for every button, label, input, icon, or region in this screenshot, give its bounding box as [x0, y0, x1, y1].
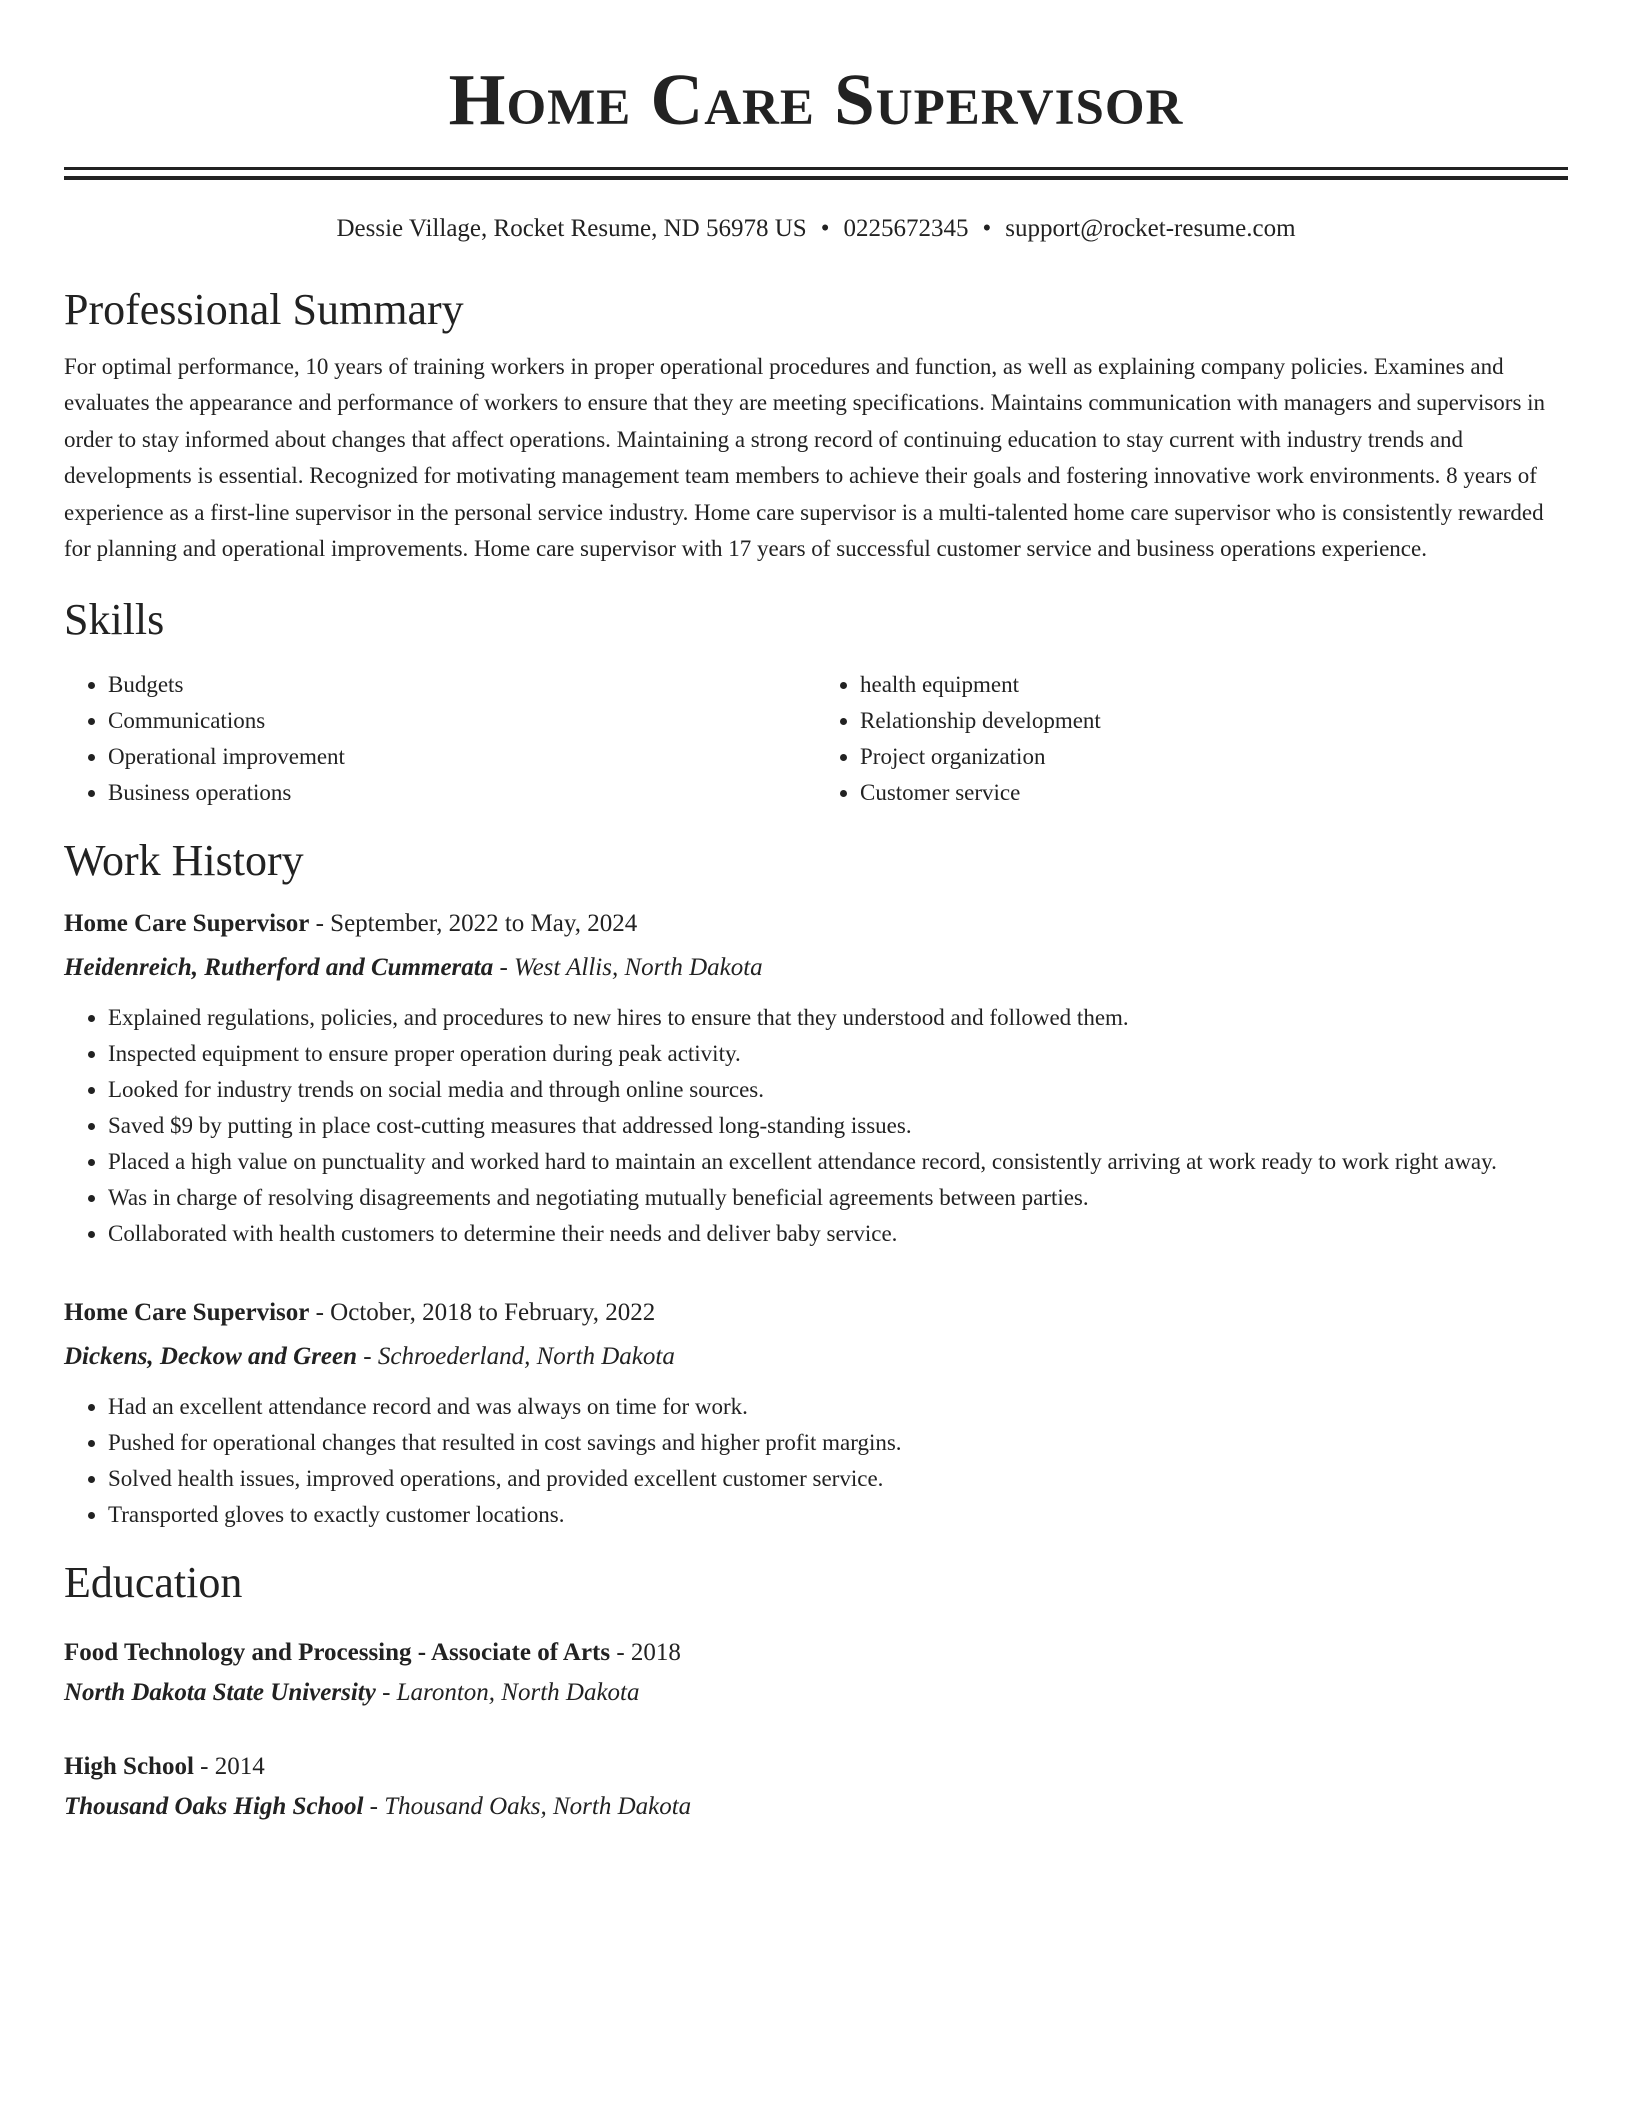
job-title: Home Care Supervisor — [64, 910, 310, 938]
job-entry — [64, 909, 1568, 1252]
job-bullet: • Placed a high value on punctuality and worked hard to maintain an excellent attendance record, consistently arriving at work ready to work right away. — [108, 1144, 1568, 1180]
job-bullet: • Collaborated with health customers to determine their needs and deliver baby service. — [108, 1216, 1568, 1252]
skill-item: • Communications — [108, 703, 816, 739]
skills-list — [64, 667, 1568, 811]
summary-text: For optimal performance, 10 years of training workers in proper operational procedures and function, as well as explaining company policies. Examines and evaluates the appearance and performance of workers to ensure that they are meeting specifications. Maintains communication with managers and supervisors in order to stay informed about changes that affect operations. Maintaining a strong record of continuing education to stay current with industry trends and developments is essential. Recognized for motivating management team members to achieve their goals and fostering innovative work environments. 8 years of experience as a first-line supervisor in the personal service industry. Home care supervisor is a multi-talented home care supervisor who is consistently rewarded for planning and operational improvements. Home care supervisor with 17 years of successful customer service and business operations experience. — [64, 353, 1546, 562]
education-degree-line — [64, 1638, 1568, 1668]
skills-heading: Skills — [64, 594, 165, 644]
skill-item: • Customer service — [860, 775, 1568, 811]
skill-item: • Business operations — [108, 775, 816, 811]
job-bullet: • Transported gloves to exactly customer locations. — [108, 1497, 1568, 1533]
job-location: - West Allis, North Dakota — [493, 954, 763, 982]
education-year: - 2018 — [610, 1639, 681, 1667]
job-bullet: • Was in charge of resolving disagreements and negotiating mutually beneficial agreements between parties. — [108, 1180, 1568, 1216]
job-entry — [64, 1298, 1568, 1533]
contact-separator: • — [982, 215, 992, 242]
job-title-line — [64, 909, 1568, 939]
job-bullet: • Pushed for operational changes that resulted in cost savings and higher profit margins. — [108, 1425, 1568, 1461]
education-school: Thousand Oaks High School — [64, 1793, 364, 1821]
education-degree: Food Technology and Processing - Associate of Arts — [64, 1639, 611, 1667]
job-dates: - September, 2022 to May, 2024 — [309, 910, 638, 938]
job-bullet: • Inspected equipment to ensure proper operation during peak activity. — [108, 1036, 1568, 1072]
job-title: Home Care Supervisor — [64, 1299, 310, 1327]
education-degree-line — [64, 1752, 1568, 1782]
education-degree: High School — [64, 1753, 194, 1781]
education-school: North Dakota State University — [64, 1679, 376, 1707]
job-company: Dickens, Deckow and Green — [64, 1343, 358, 1371]
skill-item: • Project organization — [860, 739, 1568, 775]
job-company-line — [64, 953, 1568, 983]
job-bullet: • Saved $9 by putting in place cost-cutting measures that addressed long-standing issues. — [108, 1108, 1568, 1144]
education-year: - 2014 — [193, 1753, 265, 1781]
skill-item: • health equipment — [860, 667, 1568, 703]
contact-address: Dessie Village, Rocket Resume, ND 56978 US — [336, 215, 807, 242]
job-dates: - October, 2018 to February, 2022 — [309, 1299, 656, 1327]
job-bullet: • Explained regulations, policies, and procedures to new hires to ensure that they understood and followed them. — [108, 1000, 1568, 1036]
job-company-line — [64, 1342, 1568, 1372]
contact-phone: 0225672345 — [843, 215, 969, 242]
job-bullets — [64, 1000, 1568, 1252]
skill-item: • Operational improvement — [108, 739, 816, 775]
education-location: - Laronton, North Dakota — [375, 1679, 640, 1707]
header-divider-bottom — [64, 176, 1568, 180]
skill-item: • Relationship development — [860, 703, 1568, 739]
summary-heading: Professional Summary — [64, 285, 464, 334]
skills-column-right — [816, 667, 1568, 811]
skill-item: • Budgets — [108, 667, 816, 703]
contact-line — [64, 214, 1568, 244]
skills-column-left — [64, 667, 816, 811]
candidate-name: Home Care Supervisor — [448, 59, 1184, 140]
job-location: - Schroederland, North Dakota — [357, 1343, 675, 1371]
education-location: - Thousand Oaks, North Dakota — [363, 1793, 692, 1821]
education-entry — [64, 1638, 1568, 1708]
contact-separator: • — [820, 215, 830, 242]
job-title-line — [64, 1298, 1568, 1328]
job-bullet: • Looked for industry trends on social media and through online sources. — [108, 1072, 1568, 1108]
job-bullet: • Solved health issues, improved operations, and provided excellent customer service. — [108, 1461, 1568, 1497]
education-entry — [64, 1752, 1568, 1822]
work-history-heading: Work History — [64, 835, 304, 885]
education-school-line — [64, 1792, 1568, 1822]
job-company: Heidenreich, Rutherford and Cummerata — [64, 954, 494, 982]
job-bullet: • Had an excellent attendance record and was always on time for work. — [108, 1389, 1568, 1425]
education-heading: Education — [64, 1558, 243, 1608]
job-bullets — [64, 1389, 1568, 1533]
education-school-line — [64, 1678, 1568, 1708]
header-divider-top — [64, 167, 1568, 170]
contact-email: support@rocket-resume.com — [1005, 215, 1296, 242]
